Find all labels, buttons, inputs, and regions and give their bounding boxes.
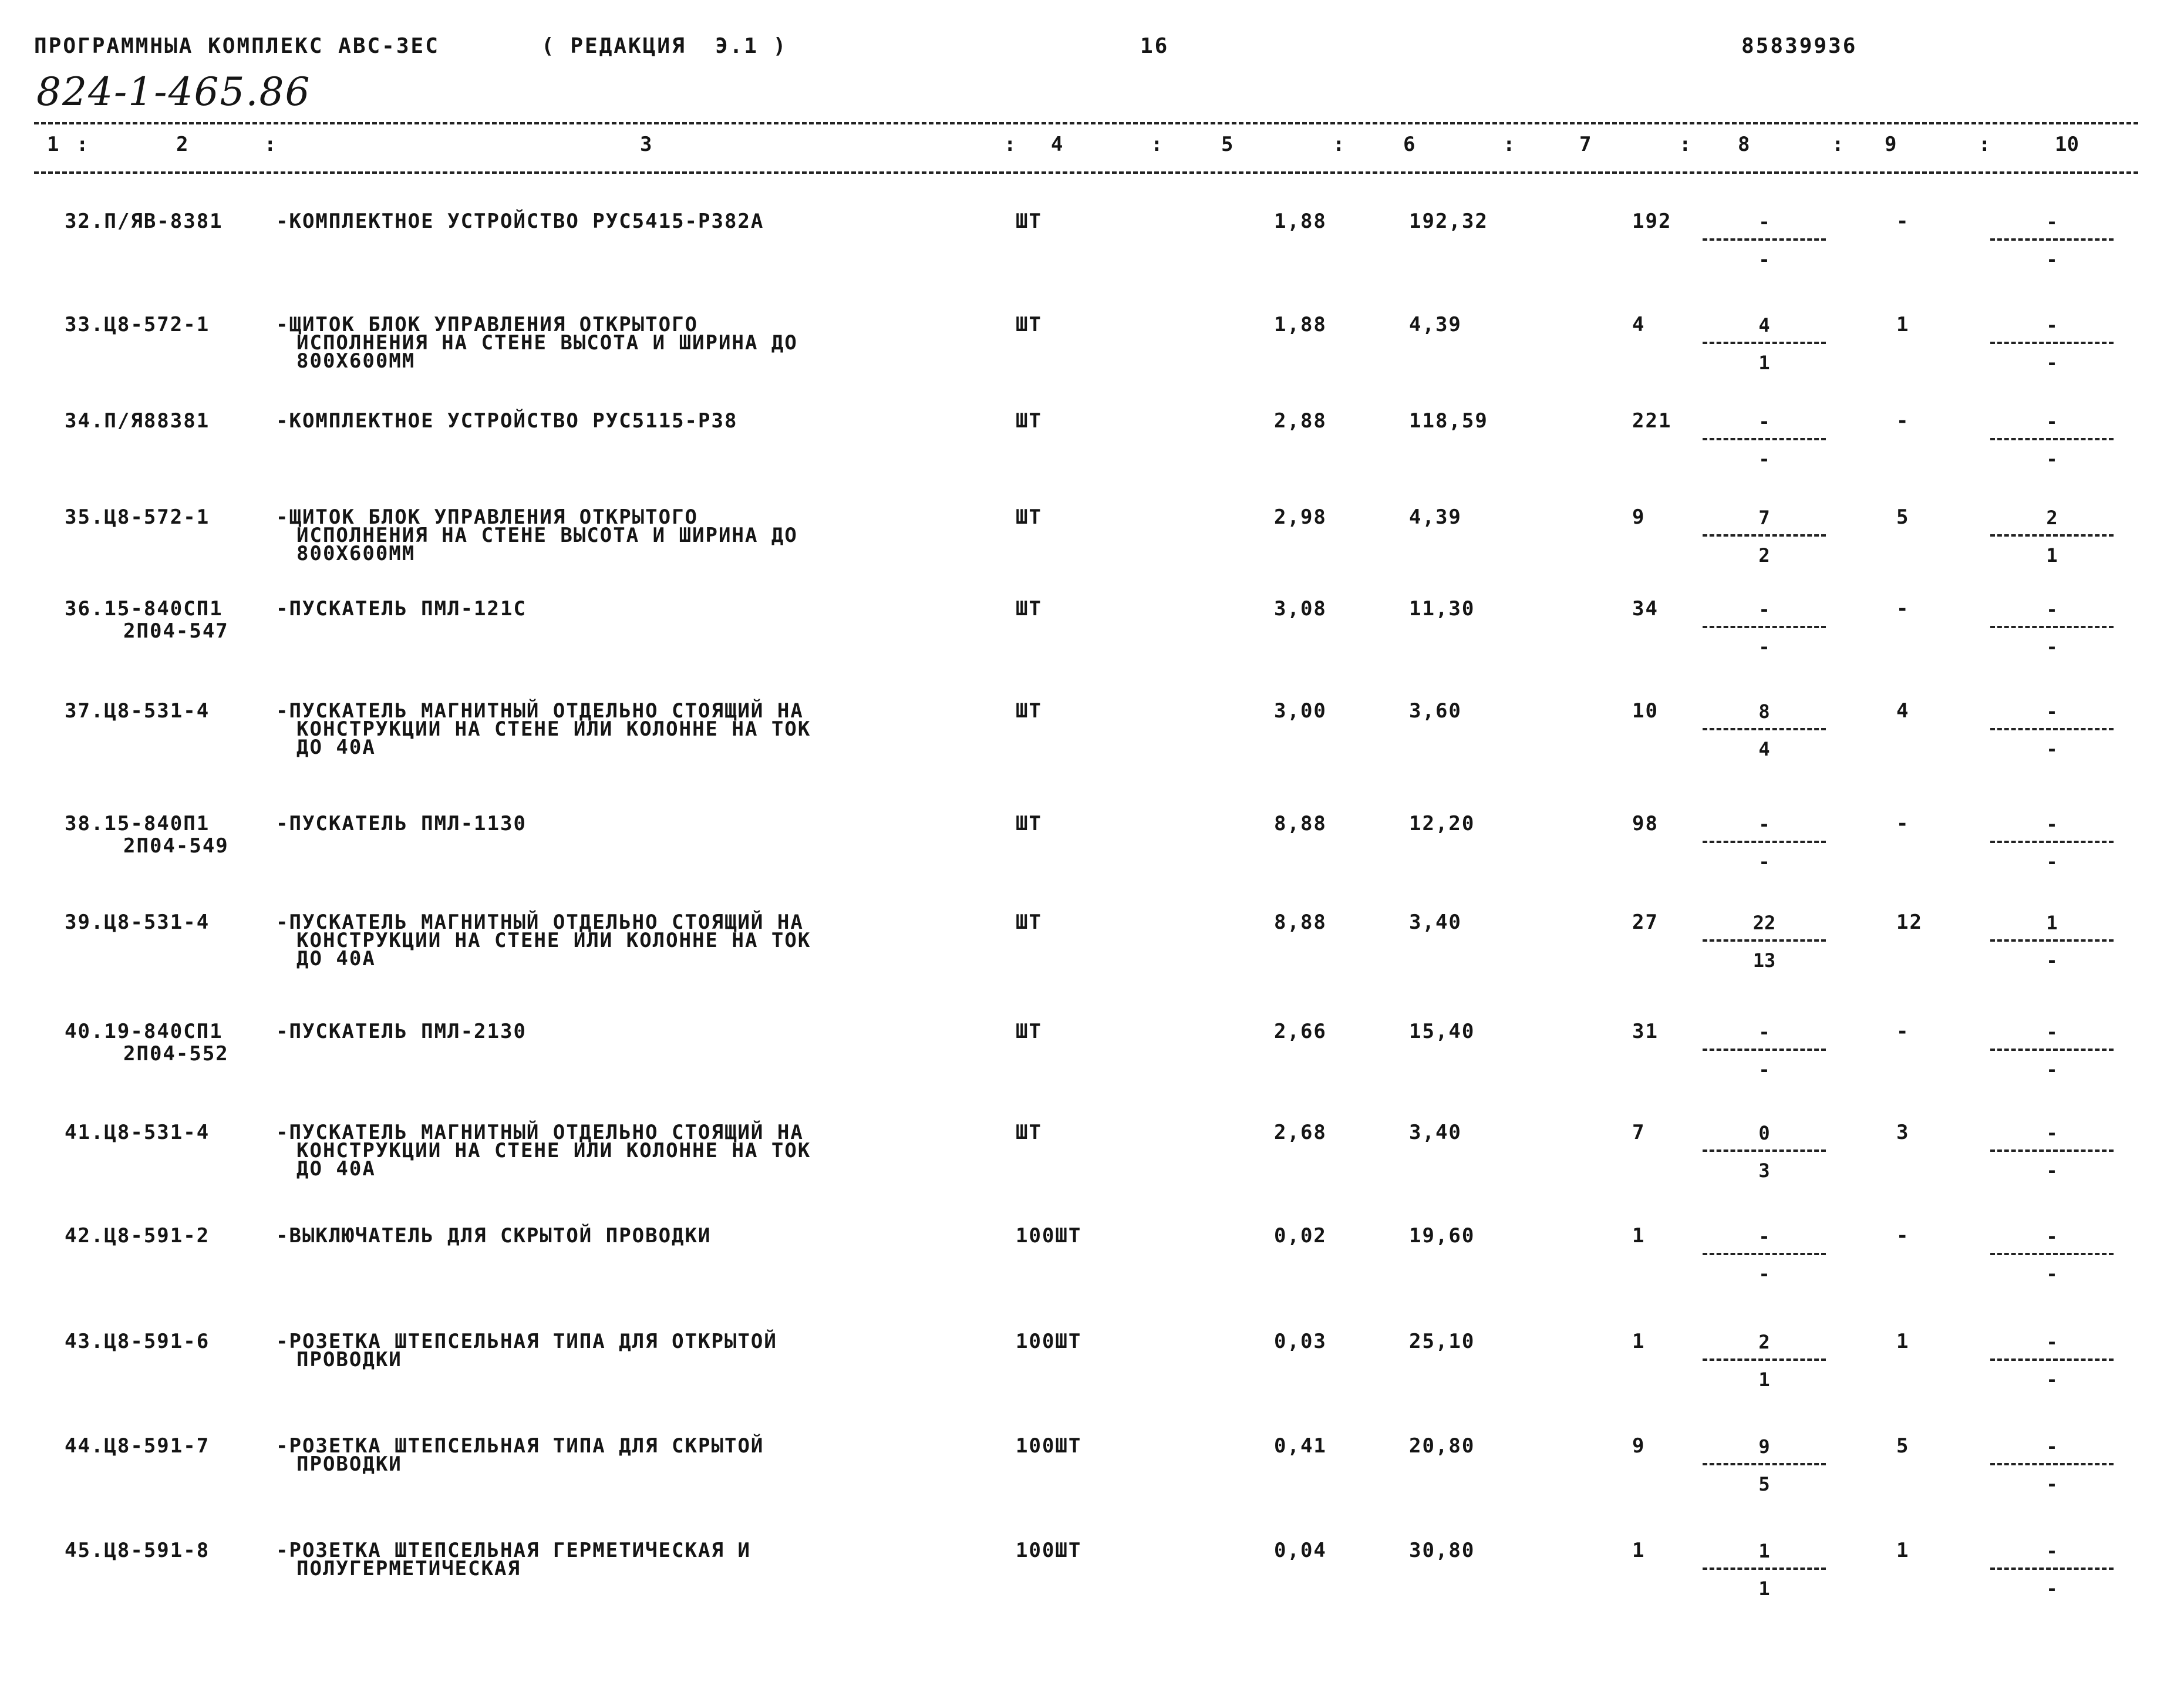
row-description-line: ДО 40А — [296, 1157, 376, 1181]
row-col10 — [1990, 815, 2114, 874]
column-number-9: 9 — [1885, 133, 1897, 156]
row-col10-denominator: - — [2046, 1159, 2058, 1182]
row-col10-fraction-bar — [1990, 1049, 2114, 1051]
row-col8-fraction-bar — [1703, 1049, 1826, 1051]
row-col10 — [1990, 600, 2114, 659]
row-description-line: -ВЫКЛЮЧАТЕЛЬ ДЛЯ СКРЫТОЙ ПРОВОДКИ — [276, 1224, 712, 1248]
row-description-line: -КОМПЛЕКТНОЕ УСТРОЙСТВО РУС5115-Р38 — [276, 409, 738, 433]
column-separator: : — [1832, 133, 1844, 156]
row-unit-price: 25,10 — [1409, 1330, 1475, 1353]
column-number-10: 10 — [2055, 133, 2079, 156]
column-number-8: 8 — [1738, 133, 1750, 156]
row-quantity: 1,88 — [1274, 210, 1327, 233]
row-col8 — [1703, 815, 1826, 874]
row-col10-fraction-bar — [1990, 1253, 2114, 1255]
row-description-line: -ЩИТОК БЛОК УПРАВЛЕНИЯ ОТКРЫТОГО — [276, 313, 699, 336]
row-description-line: ПРОВОДКИ — [296, 1348, 402, 1371]
row-col8 — [1703, 1124, 1826, 1182]
row-col10-numerator: - — [2046, 410, 2058, 433]
row-code: 37.Ц8-531-4 — [65, 699, 210, 723]
row-col10 — [1990, 702, 2114, 761]
row-description-line: КОНСТРУКЦИИ НА СТЕНЕ ИЛИ КОЛОННЕ НА ТОК — [296, 929, 811, 952]
row-code: 40.19-840СП1 — [65, 1020, 223, 1043]
row-description-line: 800Х600ММ — [296, 349, 416, 373]
row-code: 32.П/ЯВ-8381 — [65, 210, 223, 233]
row-quantity: 2,66 — [1274, 1020, 1327, 1043]
row-col9: 5 — [1896, 505, 1910, 529]
program-title: ПРОГРАММНЫА КОМПЛЕКС АВС-ЗЕС — [34, 34, 440, 58]
row-total: 9 — [1632, 505, 1646, 529]
row-description-line: -ЩИТОК БЛОК УПРАВЛЕНИЯ ОТКРЫТОГО — [276, 505, 699, 529]
row-col8-fraction-bar — [1703, 438, 1826, 440]
row-col8 — [1703, 1333, 1826, 1391]
row-col8 — [1703, 1227, 1826, 1286]
row-col10-numerator: 1 — [2046, 912, 2058, 934]
row-total: 7 — [1632, 1121, 1646, 1144]
row-unit-price: 3,60 — [1409, 699, 1462, 723]
row-col8 — [1703, 508, 1826, 567]
column-number-1: 1 — [47, 133, 59, 156]
row-col10-numerator: - — [2046, 1540, 2058, 1562]
row-col10-fraction-bar — [1990, 1463, 2114, 1465]
row-description-line: ПРОВОДКИ — [296, 1452, 402, 1476]
row-col10-numerator: - — [2046, 598, 2058, 621]
row-col9: 5 — [1896, 1434, 1910, 1458]
row-description-line: -ПУСКАТЕЛЬ ПМЛ-1130 — [276, 812, 527, 835]
row-col10-numerator: - — [2046, 1225, 2058, 1248]
row-col10-fraction-bar — [1990, 1358, 2114, 1361]
row-code: 42.Ц8-591-2 — [65, 1224, 210, 1248]
row-col10-numerator: - — [2046, 1435, 2058, 1458]
row-code: 36.15-840СП1 — [65, 597, 223, 621]
row-col8-denominator: - — [1758, 448, 1770, 470]
row-unit-price: 3,40 — [1409, 911, 1462, 934]
row-col9: 1 — [1896, 1330, 1910, 1353]
row-col8-denominator: - — [1758, 636, 1770, 658]
row-col10-denominator: - — [2046, 1473, 2058, 1495]
row-col8-fraction-bar — [1703, 1463, 1826, 1465]
row-col8 — [1703, 600, 1826, 659]
row-unit: ШТ — [1016, 699, 1042, 723]
row-quantity: 8,88 — [1274, 812, 1327, 835]
row-col8-numerator: 22 — [1752, 912, 1776, 934]
row-col8-numerator: - — [1758, 1225, 1770, 1248]
row-col10-denominator: - — [2046, 1368, 2058, 1391]
row-description-line: ДО 40А — [296, 947, 376, 970]
row-col10-denominator: - — [2046, 1263, 2058, 1285]
row-col9: - — [1896, 409, 1910, 433]
row-unit: ШТ — [1016, 911, 1042, 934]
row-col8-numerator: 0 — [1758, 1122, 1770, 1144]
row-total: 9 — [1632, 1434, 1646, 1458]
row-col8-numerator: - — [1758, 598, 1770, 621]
row-unit: ШТ — [1016, 313, 1042, 336]
row-col8-fraction-bar — [1703, 626, 1826, 628]
row-col8-denominator: 3 — [1758, 1159, 1770, 1182]
row-col8-numerator: 1 — [1758, 1540, 1770, 1562]
row-col10-fraction-bar — [1990, 1567, 2114, 1570]
row-description-line: -ПУСКАТЕЛЬ МАГНИТНЫЙ ОТДЕЛЬНО СТОЯЩИЙ НА — [276, 699, 804, 723]
row-total: 10 — [1632, 699, 1659, 723]
row-description-line: -РОЗЕТКА ШТЕПСЕЛЬНАЯ ТИПА ДЛЯ СКРЫТОЙ — [276, 1434, 764, 1458]
header-top-rule — [34, 122, 2138, 124]
row-unit: 100ШТ — [1016, 1434, 1082, 1458]
row-unit: 100ШТ — [1016, 1539, 1082, 1562]
row-description-line: -РОЗЕТКА ШТЕПСЕЛЬНАЯ ТИПА ДЛЯ ОТКРЫТОЙ — [276, 1330, 777, 1353]
row-unit-price: 118,59 — [1409, 409, 1488, 433]
row-col8 — [1703, 213, 1826, 271]
row-col8-denominator: 1 — [1758, 1577, 1770, 1600]
row-col10-denominator: - — [2046, 352, 2058, 374]
row-col10 — [1990, 508, 2114, 567]
row-col8-numerator: 9 — [1758, 1435, 1770, 1458]
row-col8 — [1703, 316, 1826, 375]
row-col8-fraction-bar — [1703, 1149, 1826, 1152]
row-col10-fraction-bar — [1990, 1149, 2114, 1152]
row-col10 — [1990, 1124, 2114, 1182]
row-col8-fraction-bar — [1703, 534, 1826, 537]
column-separator: : — [76, 133, 89, 156]
column-separator: : — [1979, 133, 1991, 156]
row-col8-fraction-bar — [1703, 1358, 1826, 1361]
row-col9: - — [1896, 210, 1910, 233]
row-total: 98 — [1632, 812, 1659, 835]
row-col8-denominator: 13 — [1752, 949, 1776, 972]
row-col8-denominator: - — [1758, 1263, 1770, 1285]
row-code: 34.П/Я88381 — [65, 409, 210, 433]
row-col8-fraction-bar — [1703, 1567, 1826, 1570]
row-col8-denominator: 4 — [1758, 738, 1770, 760]
row-col10 — [1990, 913, 2114, 972]
row-code: 38.15-840П1 — [65, 812, 210, 835]
row-total: 221 — [1632, 409, 1672, 433]
row-unit: ШТ — [1016, 1020, 1042, 1043]
row-unit-price: 12,20 — [1409, 812, 1475, 835]
row-col10-denominator: - — [2046, 248, 2058, 271]
row-code: 33.Ц8-572-1 — [65, 313, 210, 336]
column-number-4: 4 — [1051, 133, 1063, 156]
header-bottom-rule — [34, 171, 2138, 174]
row-quantity: 3,08 — [1274, 597, 1327, 621]
row-unit: ШТ — [1016, 812, 1042, 835]
row-col10-numerator: 2 — [2046, 507, 2058, 529]
row-col8-denominator: - — [1758, 851, 1770, 873]
row-col10-denominator: - — [2046, 636, 2058, 658]
row-description-line: -ПУСКАТЕЛЬ ПМЛ-121С — [276, 597, 527, 621]
column-separator: : — [1679, 133, 1691, 156]
row-col8-numerator: - — [1758, 813, 1770, 835]
row-quantity: 0,04 — [1274, 1539, 1327, 1562]
row-quantity: 3,00 — [1274, 699, 1327, 723]
row-col10-fraction-bar — [1990, 841, 2114, 843]
row-col8 — [1703, 1437, 1826, 1496]
row-quantity: 2,68 — [1274, 1121, 1327, 1144]
row-col10-numerator: - — [2046, 813, 2058, 835]
row-col8-numerator: 4 — [1758, 314, 1770, 336]
row-col8-denominator: - — [1758, 248, 1770, 271]
column-number-3: 3 — [640, 133, 652, 156]
row-col9: - — [1896, 1020, 1910, 1043]
row-unit-price: 3,40 — [1409, 1121, 1462, 1144]
row-col10-denominator: 1 — [2046, 544, 2058, 567]
row-code-continued: 2П04-552 — [123, 1042, 229, 1066]
row-quantity: 8,88 — [1274, 911, 1327, 934]
row-col8-numerator: 2 — [1758, 1331, 1770, 1353]
row-col8-denominator: - — [1758, 1058, 1770, 1081]
row-col8 — [1703, 1023, 1826, 1081]
row-col8 — [1703, 412, 1826, 471]
row-col9: 4 — [1896, 699, 1910, 723]
row-col8-fraction-bar — [1703, 841, 1826, 843]
column-number-5: 5 — [1221, 133, 1233, 156]
row-col10-fraction-bar — [1990, 728, 2114, 730]
row-unit-price: 15,40 — [1409, 1020, 1475, 1043]
row-col10-fraction-bar — [1990, 534, 2114, 537]
column-separator: : — [1333, 133, 1345, 156]
row-col8 — [1703, 913, 1826, 972]
row-unit-price: 30,80 — [1409, 1539, 1475, 1562]
row-description-line: -ПУСКАТЕЛЬ МАГНИТНЫЙ ОТДЕЛЬНО СТОЯЩИЙ НА — [276, 1121, 804, 1144]
row-col10-denominator: - — [2046, 851, 2058, 873]
edition-label: ( РЕДАКЦИЯ Э.1 ) — [541, 34, 788, 58]
row-description-line: ПОЛУГЕРМЕТИЧЕСКАЯ — [296, 1557, 521, 1580]
row-col9: - — [1896, 597, 1910, 621]
row-description-line: -ПУСКАТЕЛЬ ПМЛ-2130 — [276, 1020, 527, 1043]
row-unit-price: 4,39 — [1409, 505, 1462, 529]
row-code: 41.Ц8-531-4 — [65, 1121, 210, 1144]
column-separator: : — [1503, 133, 1515, 156]
row-col8-numerator: - — [1758, 211, 1770, 233]
row-col8-fraction-bar — [1703, 939, 1826, 942]
row-col10 — [1990, 316, 2114, 375]
row-unit-price: 192,32 — [1409, 210, 1488, 233]
row-description-line: 800Х600ММ — [296, 542, 416, 565]
row-unit: ШТ — [1016, 1121, 1042, 1144]
row-unit: 100ШТ — [1016, 1224, 1082, 1248]
row-col8-numerator: - — [1758, 1021, 1770, 1043]
row-description-line: КОНСТРУКЦИИ НА СТЕНЕ ИЛИ КОЛОННЕ НА ТОК — [296, 1139, 811, 1162]
row-col10-numerator: - — [2046, 700, 2058, 723]
row-col10-numerator: - — [2046, 1331, 2058, 1353]
column-separator: : — [1004, 133, 1016, 156]
row-unit: ШТ — [1016, 505, 1042, 529]
row-description-line: ДО 40А — [296, 736, 376, 759]
page-number: 16 — [1140, 34, 1169, 58]
row-unit: 100ШТ — [1016, 1330, 1082, 1353]
row-col10 — [1990, 1437, 2114, 1496]
row-col10-numerator: - — [2046, 314, 2058, 336]
row-col10-denominator: - — [2046, 738, 2058, 760]
row-col10 — [1990, 412, 2114, 471]
row-col10-numerator: - — [2046, 1122, 2058, 1144]
row-unit: ШТ — [1016, 597, 1042, 621]
row-col10-fraction-bar — [1990, 342, 2114, 344]
document-code: 85839936 — [1741, 34, 1858, 58]
row-col8-fraction-bar — [1703, 1253, 1826, 1255]
row-total: 27 — [1632, 911, 1659, 934]
row-col9: - — [1896, 812, 1910, 835]
row-col10 — [1990, 1227, 2114, 1286]
row-col8 — [1703, 702, 1826, 761]
row-col10 — [1990, 213, 2114, 271]
row-total: 31 — [1632, 1020, 1659, 1043]
row-unit-price: 20,80 — [1409, 1434, 1475, 1458]
row-description-line: -КОМПЛЕКТНОЕ УСТРОЙСТВО РУС5415-Р382А — [276, 210, 764, 233]
row-col10-fraction-bar — [1990, 939, 2114, 942]
row-unit: ШТ — [1016, 409, 1042, 433]
column-number-6: 6 — [1403, 133, 1415, 156]
row-code: 35.Ц8-572-1 — [65, 505, 210, 529]
row-unit-price: 11,30 — [1409, 597, 1475, 621]
row-col9: - — [1896, 1224, 1910, 1248]
column-separator: : — [264, 133, 277, 156]
row-code: 45.Ц8-591-8 — [65, 1539, 210, 1562]
column-separator: : — [1151, 133, 1163, 156]
row-col10-numerator: - — [2046, 211, 2058, 233]
row-description-line: -ПУСКАТЕЛЬ МАГНИТНЫЙ ОТДЕЛЬНО СТОЯЩИЙ НА — [276, 911, 804, 934]
row-col8-denominator: 5 — [1758, 1473, 1770, 1495]
row-unit: ШТ — [1016, 210, 1042, 233]
row-quantity: 2,88 — [1274, 409, 1327, 433]
column-number-7: 7 — [1579, 133, 1592, 156]
row-description-line: ИСПОЛНЕНИЯ НА СТЕНЕ ВЫСОТА И ШИРИНА ДО — [296, 331, 798, 355]
column-number-2: 2 — [176, 133, 188, 156]
row-col8-fraction-bar — [1703, 728, 1826, 730]
row-unit-price: 4,39 — [1409, 313, 1462, 336]
row-code-continued: 2П04-549 — [123, 834, 229, 858]
row-code-continued: 2П04-547 — [123, 619, 229, 643]
row-col10 — [1990, 1333, 2114, 1391]
row-total: 34 — [1632, 597, 1659, 621]
row-col8-fraction-bar — [1703, 238, 1826, 241]
row-col10-fraction-bar — [1990, 238, 2114, 241]
row-col9: 3 — [1896, 1121, 1910, 1144]
row-col8-numerator: 7 — [1758, 507, 1770, 529]
row-col10-fraction-bar — [1990, 438, 2114, 440]
row-quantity: 2,98 — [1274, 505, 1327, 529]
row-total: 1 — [1632, 1224, 1646, 1248]
row-col9: 12 — [1896, 911, 1923, 934]
row-col8-denominator: 2 — [1758, 544, 1770, 567]
row-description-line: ИСПОЛНЕНИЯ НА СТЕНЕ ВЫСОТА И ШИРИНА ДО — [296, 524, 798, 547]
row-total: 1 — [1632, 1330, 1646, 1353]
row-description-line: -РОЗЕТКА ШТЕПСЕЛЬНАЯ ГЕРМЕТИЧЕСКАЯ И — [276, 1539, 751, 1562]
row-col10-numerator: - — [2046, 1021, 2058, 1043]
row-col10-denominator: - — [2046, 448, 2058, 470]
row-col8 — [1703, 1542, 1826, 1600]
row-quantity: 1,88 — [1274, 313, 1327, 336]
row-col10-denominator: - — [2046, 1577, 2058, 1600]
row-col8-denominator: 1 — [1758, 1368, 1770, 1391]
handwritten-reference: 824-1-465.86 — [36, 69, 311, 114]
row-total: 1 — [1632, 1539, 1646, 1562]
row-col10-denominator: - — [2046, 949, 2058, 972]
row-quantity: 0,02 — [1274, 1224, 1327, 1248]
row-code: 39.Ц8-531-4 — [65, 911, 210, 934]
row-total: 4 — [1632, 313, 1646, 336]
row-col8-numerator: - — [1758, 410, 1770, 433]
row-code: 44.Ц8-591-7 — [65, 1434, 210, 1458]
row-col8-denominator: 1 — [1758, 352, 1770, 374]
row-col8-fraction-bar — [1703, 342, 1826, 344]
row-col10-denominator: - — [2046, 1058, 2058, 1081]
row-total: 192 — [1632, 210, 1672, 233]
row-description-line: КОНСТРУКЦИИ НА СТЕНЕ ИЛИ КОЛОННЕ НА ТОК — [296, 717, 811, 741]
row-col9: 1 — [1896, 313, 1910, 336]
row-col10-fraction-bar — [1990, 626, 2114, 628]
row-unit-price: 19,60 — [1409, 1224, 1475, 1248]
row-col8-numerator: 8 — [1758, 700, 1770, 723]
row-col9: 1 — [1896, 1539, 1910, 1562]
row-quantity: 0,41 — [1274, 1434, 1327, 1458]
row-col10 — [1990, 1023, 2114, 1081]
row-quantity: 0,03 — [1274, 1330, 1327, 1353]
row-col10 — [1990, 1542, 2114, 1600]
row-code: 43.Ц8-591-6 — [65, 1330, 210, 1353]
